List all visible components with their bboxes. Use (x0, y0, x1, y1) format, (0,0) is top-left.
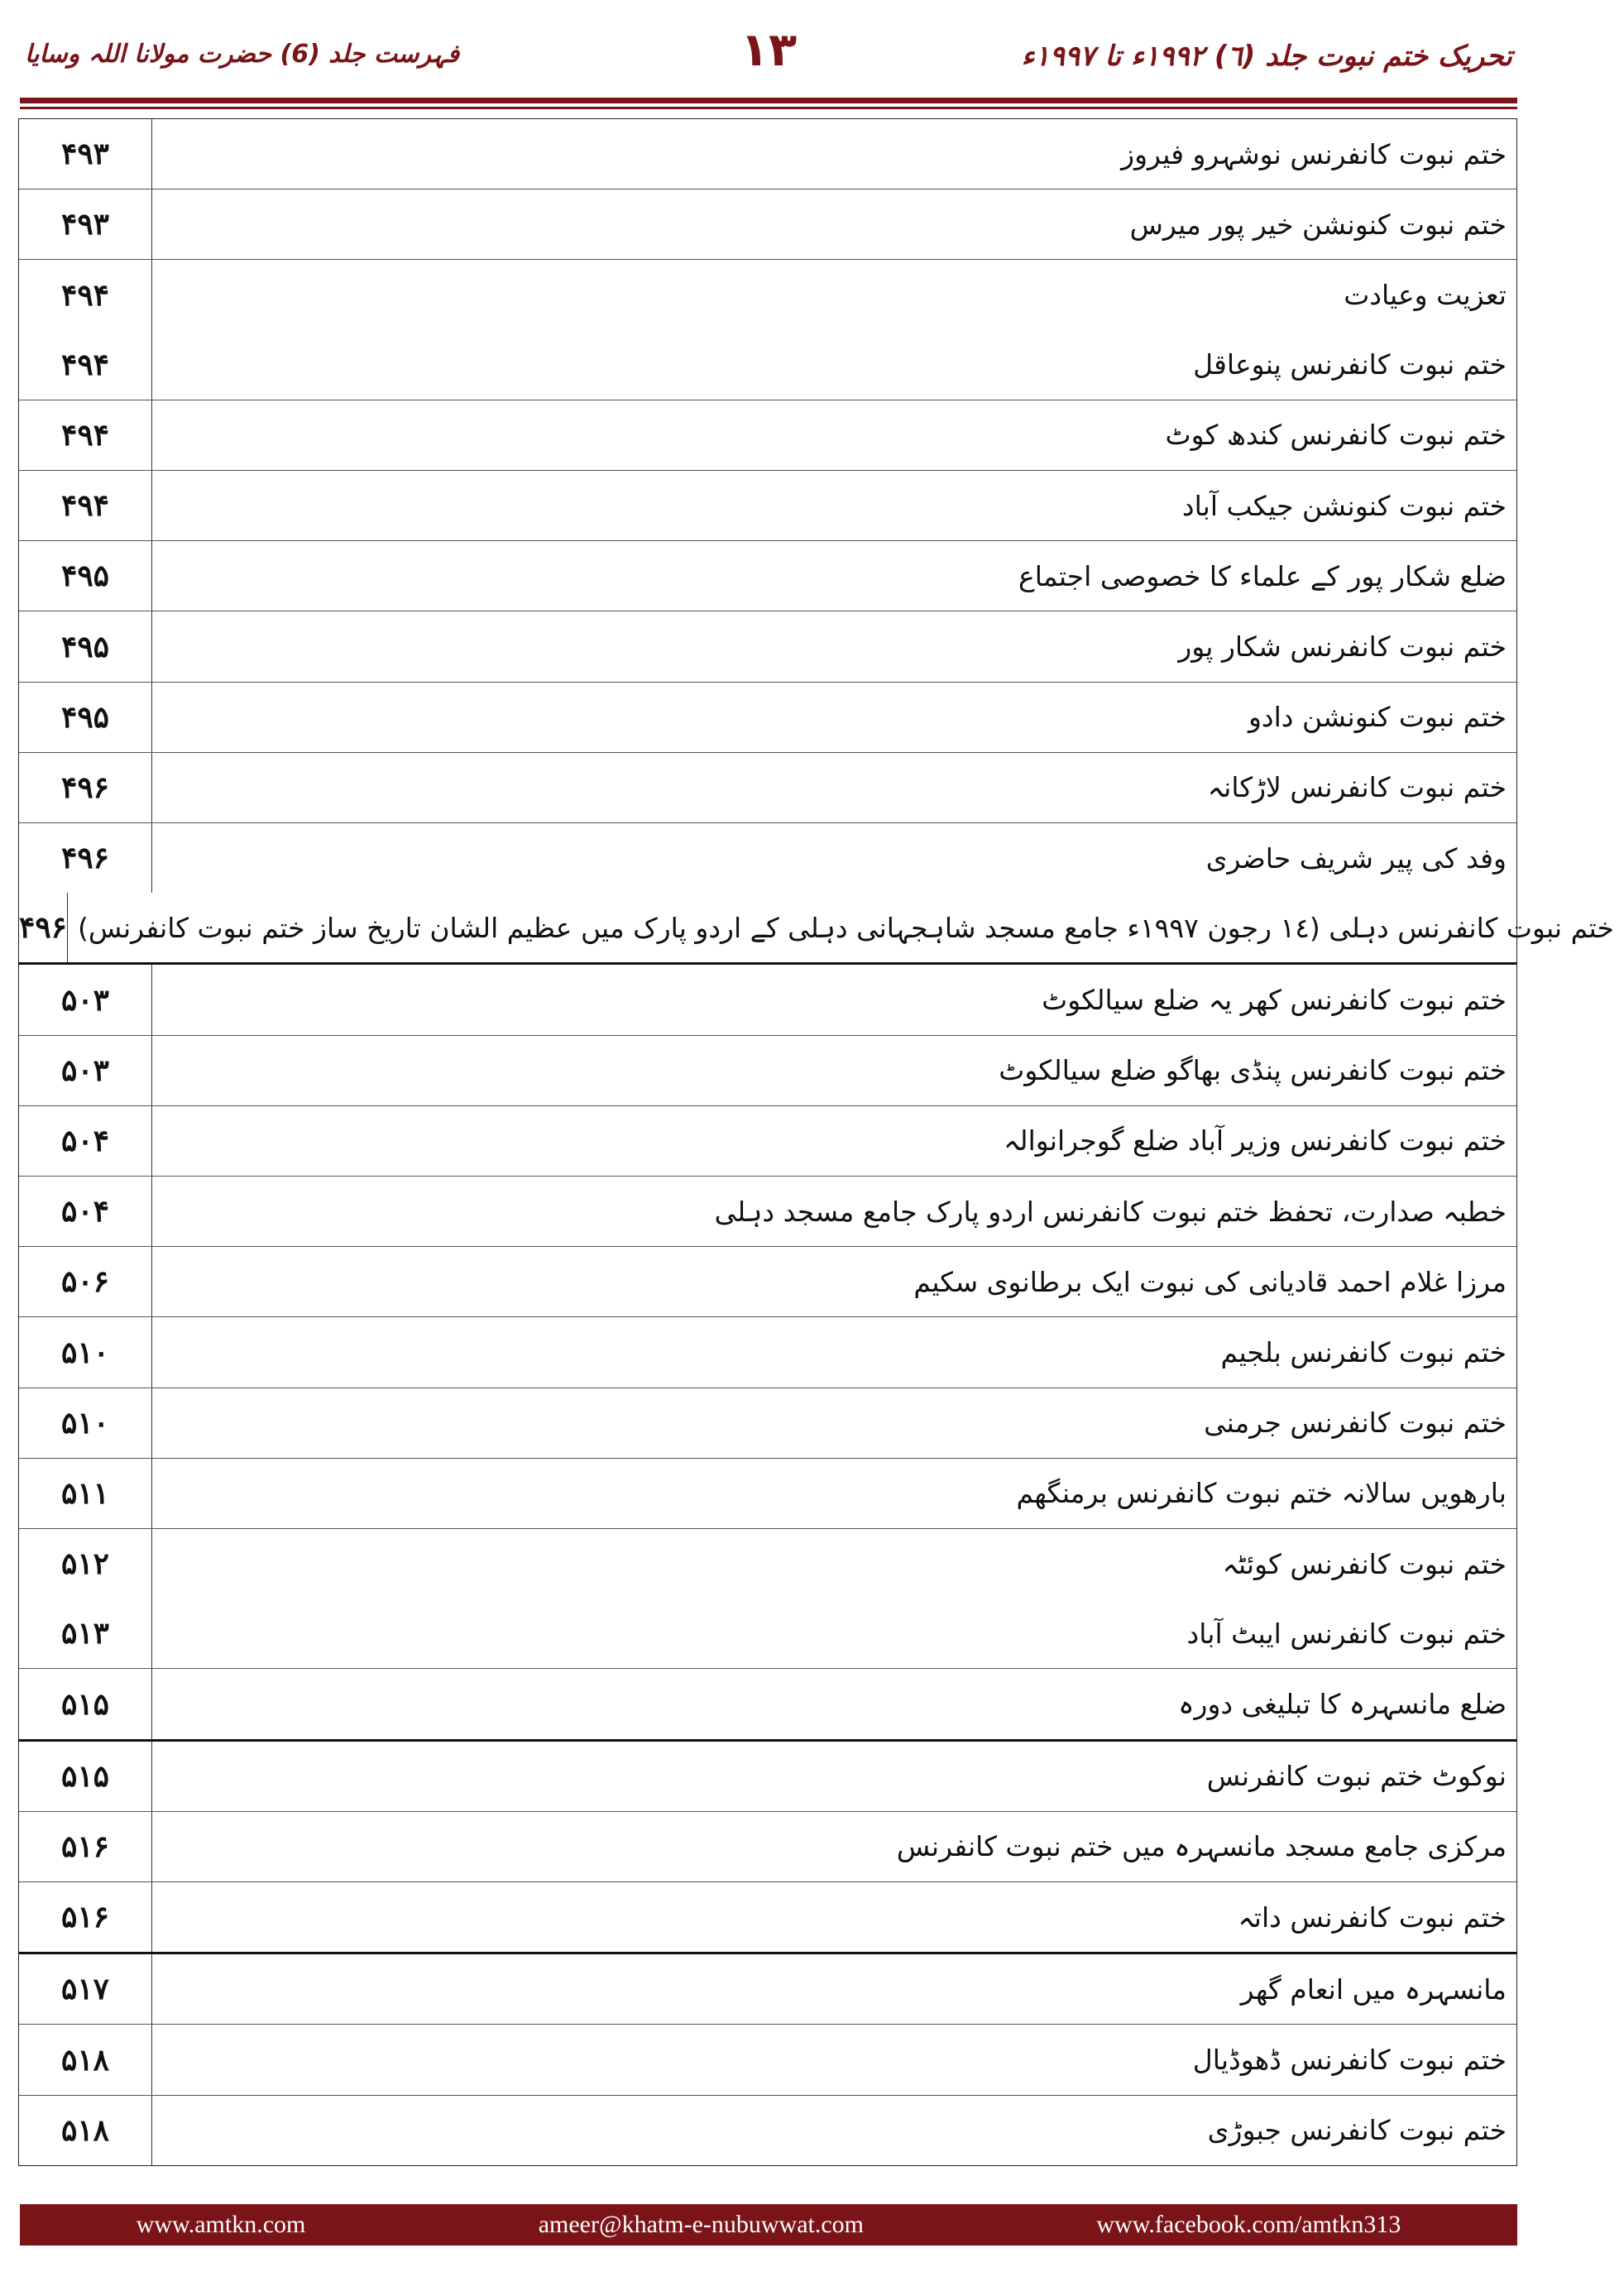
toc-row (19, 1668, 1516, 1738)
toc-page-number: ۴۹۴ (19, 260, 152, 329)
toc-page-number: ۴۹۳ (19, 119, 152, 189)
table-of-contents (18, 118, 1614, 2166)
toc-entry-title: ختم نبوت کانفرنس کوئٹہ (1222, 1547, 1507, 1580)
toc-row (19, 400, 1516, 470)
toc-entry-title: ختم نبوت کانفرنس پنڈی بھاگو ضلع سیالکوٹ (999, 1054, 1507, 1087)
toc-page-number: ۴۹۶ (19, 753, 152, 822)
toc-row (19, 1952, 1516, 2024)
page-footer (20, 2204, 1517, 2246)
toc-page-number: ۵۱۵ (19, 1669, 152, 1738)
toc-page-number: ۵۱۶ (19, 1812, 152, 1881)
toc-entry-title: ختم نبوت کانفرنس ڈھوڈیال (1192, 2044, 1507, 2077)
toc-entry-title: ختم نبوت کانفرنس دہلی (١٤ رجون ١٩٩٧ء جامع مسجد شاہجہانی دہلی کے اردو پارک میں عظیم الشان تاریخ ساز ختم نبوت کانفرنس) (78, 911, 1614, 944)
toc-entry-title: تعزیت وعیادت (1344, 279, 1507, 311)
toc-entry-title: ختم نبوت کنونشن خیر پور میرس (1129, 208, 1507, 241)
toc-row (19, 822, 1516, 893)
toc-row (19, 1388, 1516, 1458)
toc-page-number: ۴۹۵ (19, 541, 152, 611)
toc-page-number: ۵۱۰ (19, 1388, 152, 1458)
toc-page-number: ۵۱۸ (19, 2025, 152, 2094)
toc-row (19, 540, 1516, 611)
toc-entry-title: ضلع شکار پور کے علماء کا خصوصی اجتماع (1018, 559, 1507, 592)
toc-page-number: ۴۹۴ (19, 471, 152, 540)
toc-page-number: ۴۹۴ (19, 400, 152, 470)
toc-row (19, 189, 1516, 259)
book-title: تحریک ختم نبوت جلد (٦) ١٩٩٢ء تا ١٩٩٧ء (1021, 40, 1512, 73)
toc-row (19, 259, 1516, 329)
toc-page-number: ۵۰۴ (19, 1106, 152, 1176)
toc-page-number: ۵۱۲ (19, 1529, 152, 1599)
toc-page-number: ۵۱۵ (19, 1742, 152, 1811)
toc-page-number: ۵۱۷ (19, 1954, 152, 2024)
toc-row (19, 1458, 1516, 1528)
toc-page-number: ۵۰۴ (19, 1177, 152, 1246)
toc-row (19, 1739, 1516, 1811)
toc-row (19, 752, 1516, 822)
toc-entry-title: ختم نبوت کانفرنس کندھ کوٹ (1165, 419, 1507, 452)
toc-entry-title: ختم نبوت کانفرنس بلجیم (1220, 1336, 1507, 1369)
toc-row (19, 1246, 1516, 1316)
toc-row (19, 1316, 1516, 1387)
page-number: ١٣ (740, 23, 798, 77)
toc-entry-title: ختم نبوت کانفرنس جبوڑی (1207, 2114, 1507, 2147)
toc-page-number: ۴۹۵ (19, 611, 152, 681)
toc-row (19, 893, 1614, 962)
toc-row (19, 470, 1516, 540)
toc-row (19, 2095, 1516, 2165)
toc-entry-title: ختم نبوت کانفرنس جرمنی (1204, 1407, 1507, 1440)
toc-entry-title: ختم نبوت کانفرنس لاڑکانہ (1207, 771, 1507, 804)
toc-entry-title: ختم نبوت کانفرنس ایبٹ آباد (1186, 1617, 1507, 1650)
toc-row (19, 1528, 1516, 1599)
toc-entry-title: ختم نبوت کانفرنس پنوعاقل (1193, 348, 1507, 381)
toc-row (19, 611, 1516, 681)
toc-row (19, 1599, 1516, 1668)
toc-page-number: ۵۰۳ (19, 965, 152, 1034)
website-link[interactable]: www.amtkn.com (136, 2211, 306, 2238)
toc-row (19, 1881, 1516, 1952)
toc-page-number: ۵۱۸ (19, 2096, 152, 2165)
toc-entry-title: مرکزی جامع مسجد مانسہرہ میں ختم نبوت کانفرنس (896, 1830, 1507, 1863)
toc-entry-title: ختم نبوت کنونشن جیکب آباد (1181, 489, 1507, 522)
toc-entry-title: ختم نبوت کنونشن دادو (1248, 701, 1507, 734)
toc-row (19, 962, 1516, 1034)
toc-page-number: ۵۰۳ (19, 1036, 152, 1105)
toc-page-number: ۴۹۵ (19, 683, 152, 752)
toc-entry-title: ختم نبوت کانفرنس شکار پور (1178, 630, 1507, 664)
toc-page-number: ۵۱۶ (19, 1882, 152, 1952)
toc-entry-title: مانسہرہ میں انعام گھر (1240, 1972, 1507, 2006)
toc-entry-title: ختم نبوت کانفرنس وزیر آباد ضلع گوجرانوالہ (1004, 1124, 1507, 1158)
toc-page-number: ۵۱۱ (19, 1459, 152, 1528)
page-header (0, 0, 1537, 108)
toc-row (19, 1176, 1516, 1246)
toc-entry-title: ختم نبوت کانفرنس داتہ (1238, 1901, 1507, 1934)
toc-page-number: ۵۱۳ (19, 1599, 152, 1668)
toc-entry-title: ضلع مانسہرہ کا تبلیغی دورہ (1178, 1688, 1507, 1721)
email-link[interactable]: ameer@khatm-e-nubuwwat.com (538, 2211, 865, 2238)
toc-page-number: ۵۰۶ (19, 1247, 152, 1316)
header-rule-thick (20, 98, 1517, 103)
toc-entry-title: ختم نبوت کانفرنس کھر یہ ضلع سیالکوٹ (1042, 984, 1507, 1017)
toc-row (19, 682, 1516, 752)
toc-entry-title: ختم نبوت کانفرنس نوشہرو فیروز (1121, 137, 1507, 170)
toc-entry-title: بارھویں سالانہ ختم نبوت کانفرنس برمنگھم (1016, 1477, 1507, 1510)
toc-page-number: ۵۱۰ (19, 1317, 152, 1387)
facebook-link[interactable]: www.facebook.com/amtkn313 (1096, 2211, 1401, 2238)
toc-row (19, 2024, 1516, 2094)
toc-entry-title: نوکوٹ ختم نبوت کانفرنس (1206, 1760, 1507, 1793)
toc-entry-title: خطبہ صدارت، تحفظ ختم نبوت کانفرنس اردو پارک جامع مسجد دہلی (714, 1195, 1507, 1228)
toc-row (19, 1035, 1516, 1105)
toc-page-number: ۴۹۶ (19, 823, 152, 893)
header-rule-thin (20, 107, 1517, 109)
toc-entry-title: وفد کی پیر شریف حاضری (1205, 841, 1507, 875)
toc-row (19, 119, 1516, 189)
index-title: فہرست جلد (6) حضرت مولانا اللہ وسایا (25, 40, 460, 69)
toc-row (19, 1811, 1516, 1881)
toc-row (19, 1105, 1516, 1176)
toc-page-number: ۴۹۴ (19, 330, 152, 400)
toc-page-number: ۴۹۳ (19, 189, 152, 259)
toc-row (19, 330, 1516, 400)
toc-page-number: ۴۹۶ (19, 893, 68, 962)
toc-entry-title: مرزا غلام احمد قادیانی کی نبوت ایک برطانوی سکیم (913, 1265, 1507, 1298)
